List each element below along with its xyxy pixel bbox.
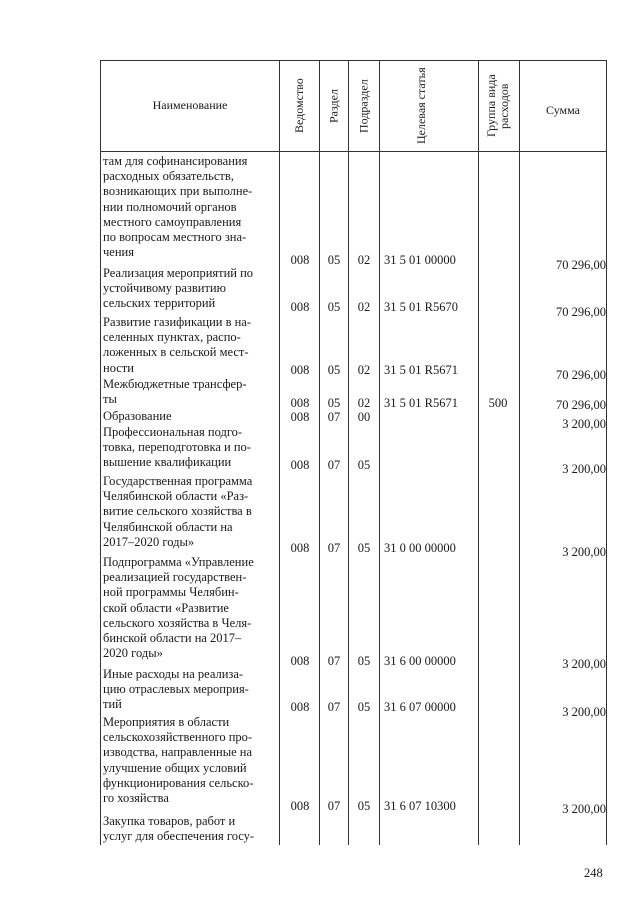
row-raz: 05 bbox=[327, 253, 341, 267]
row-sum: 3 200,00 bbox=[562, 462, 606, 476]
row-pod: 05 bbox=[357, 654, 371, 668]
row-ved: 008 bbox=[290, 700, 310, 714]
col-border-right bbox=[606, 60, 607, 845]
row-cel: 31 6 07 10300 bbox=[384, 799, 456, 813]
row-sum: 3 200,00 bbox=[562, 417, 606, 431]
row-sum: 3 200,00 bbox=[562, 545, 606, 559]
row-sum: 3 200,00 bbox=[562, 657, 606, 671]
row-ved: 008 bbox=[290, 300, 310, 314]
header-gruppa bbox=[479, 62, 519, 150]
row-name: Государственная программа Челябинской области «Раз- витие сельского хозяйства в Челябинской области на 2017–2020 годы» bbox=[103, 474, 253, 549]
row-pod: 05 bbox=[357, 458, 371, 472]
row-pod: 05 bbox=[357, 541, 371, 555]
col-border-left bbox=[100, 60, 101, 845]
row-cel: 31 5 01 R5671 bbox=[384, 363, 458, 377]
col-border-pod bbox=[379, 60, 380, 845]
header-celevaya-text: Целевая статья bbox=[414, 67, 428, 145]
row-name: там для софинансирования расходных обязательств, возникающих при выполне- нии полномочий органов местного самоуправления по вопросам местного зна- чения bbox=[103, 154, 253, 260]
row-raz: 07 bbox=[327, 410, 341, 424]
row-ved: 008 bbox=[290, 541, 310, 555]
header-name: Наименование bbox=[152, 98, 228, 112]
col-border-name bbox=[279, 60, 280, 845]
row-ved: 008 bbox=[290, 458, 310, 472]
col-border-cel bbox=[478, 60, 479, 845]
row-pod: 02 bbox=[357, 363, 371, 377]
row-pod: 02 bbox=[357, 396, 371, 410]
header-podrazdel: Подраздел bbox=[356, 79, 371, 133]
row-pod: 00 bbox=[357, 410, 371, 424]
header-razdel: Раздел bbox=[326, 89, 341, 123]
row-cel: 31 5 01 00000 bbox=[384, 253, 456, 267]
row-name: Образование bbox=[103, 409, 172, 423]
row-cel: 31 5 01 R5671 bbox=[384, 396, 458, 410]
row-sum: 3 200,00 bbox=[562, 802, 606, 816]
row-sum: 70 296,00 bbox=[556, 368, 606, 382]
header-bottom-border bbox=[100, 151, 607, 152]
row-name: Закупка товаров, работ и услуг для обеспечения госу- bbox=[103, 814, 255, 844]
row-pod: 05 bbox=[357, 799, 371, 813]
header-vedomstvo: Ведомство bbox=[292, 78, 306, 134]
row-raz: 07 bbox=[327, 541, 341, 555]
row-sum: 70 296,00 bbox=[556, 305, 606, 319]
row-cel: 31 6 00 00000 bbox=[384, 654, 456, 668]
col-border-ved bbox=[319, 60, 320, 845]
row-cel: 31 0 00 00000 bbox=[384, 541, 456, 555]
header-celevaya-statya bbox=[380, 62, 478, 150]
row-grp: 500 bbox=[488, 396, 508, 410]
row-name: Развитие газификации в на- селенных пунктах, распо- ложенных в сельской мест- ности bbox=[103, 315, 251, 375]
row-ved: 008 bbox=[290, 799, 310, 813]
row-name: Реализация мероприятий по устойчивому развитию сельских территорий bbox=[103, 266, 254, 311]
header-summa: Сумма bbox=[546, 103, 580, 117]
header-gruppa-text: Группа вида расходов bbox=[484, 74, 511, 138]
row-raz: 07 bbox=[327, 458, 341, 472]
col-border-raz bbox=[348, 60, 349, 845]
row-sum: 3 200,00 bbox=[562, 705, 606, 719]
row-raz: 07 bbox=[327, 700, 341, 714]
row-cel: 31 5 01 R5670 bbox=[384, 300, 458, 314]
row-raz: 05 bbox=[327, 396, 341, 410]
row-raz: 07 bbox=[327, 799, 341, 813]
row-ved: 008 bbox=[290, 654, 310, 668]
row-ved: 008 bbox=[290, 410, 310, 424]
page-number: 248 bbox=[584, 866, 603, 880]
table-top-border bbox=[100, 60, 607, 61]
row-name: Профессиональная подго- товка, переподготовка и по- вышение квалификации bbox=[103, 425, 251, 470]
row-sum: 70 296,00 bbox=[556, 258, 606, 272]
row-pod: 02 bbox=[357, 300, 371, 314]
row-raz: 07 bbox=[327, 654, 341, 668]
row-name: Межбюджетные трансфер- ты bbox=[103, 377, 247, 407]
row-name: Мероприятия в области сельскохозяйственного про- изводства, направленные на улучшение общих условий функционирования сельско- го хозяйства bbox=[103, 715, 254, 806]
row-name: Подпрограмма «Управление реализацией государствен- ной программы Челябин- ской области «Развитие сельского хозяйства в Челя- бинской области на 2017– 2020 годы» bbox=[103, 555, 254, 661]
col-border-grp bbox=[519, 60, 520, 845]
row-name: Иные расходы на реализа- цию отраслевых мероприя- тий bbox=[103, 667, 249, 712]
row-pod: 02 bbox=[357, 253, 371, 267]
row-sum: 70 296,00 bbox=[556, 398, 606, 412]
row-ved: 008 bbox=[290, 363, 310, 377]
row-ved: 008 bbox=[290, 253, 310, 267]
row-cel: 31 6 07 00000 bbox=[384, 700, 456, 714]
row-ved: 008 bbox=[290, 396, 310, 410]
row-pod: 05 bbox=[357, 700, 371, 714]
row-raz: 05 bbox=[327, 363, 341, 377]
row-raz: 05 bbox=[327, 300, 341, 314]
